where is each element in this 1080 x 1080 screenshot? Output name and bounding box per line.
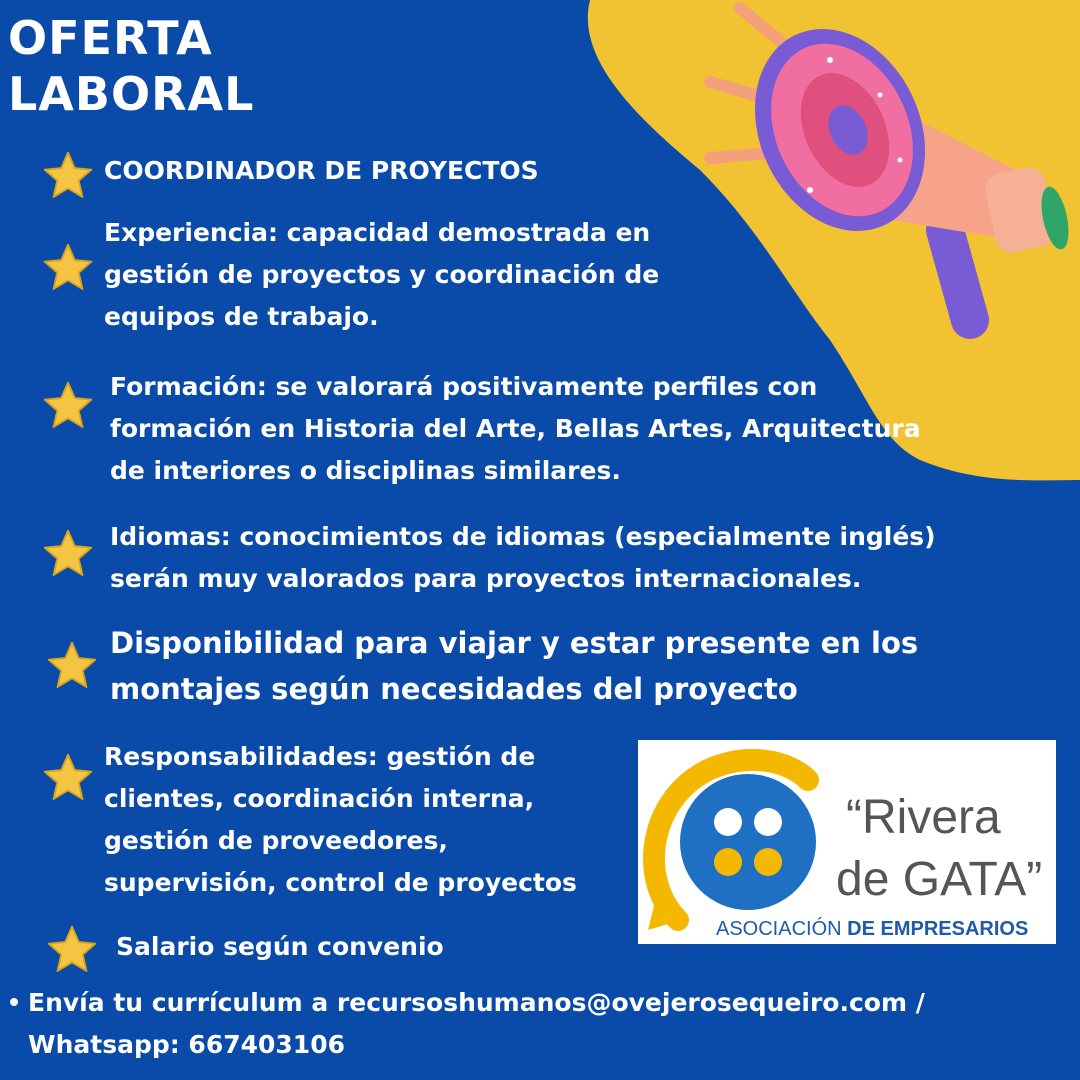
logo-mark-icon [638, 740, 838, 944]
item-line: formación en Historia del Arte, Bellas Artes, Arquitectura [110, 414, 921, 443]
star-icon [40, 240, 96, 296]
item-line: Experiencia: capacidad demostrada en [104, 218, 651, 247]
item-line: de interiores o disciplinas similares. [110, 456, 621, 485]
item-line: gestión de proyectos y coordinación de [104, 260, 660, 289]
page-title [8, 10, 254, 122]
item-line: Salario según convenio [116, 932, 444, 961]
item-line: serán muy valorados para proyectos internacionales. [110, 564, 862, 593]
title-line-1: OFERTA [8, 11, 213, 65]
megaphone-icon [690, 0, 1080, 360]
item-line: montajes según necesidades del proyecto [110, 672, 798, 706]
logo-subtitle-light: ASOCIACIÓN [716, 918, 848, 940]
logo-name-line-1: “Rivera [846, 791, 1001, 844]
logo-name-line-2: de GATA” [836, 853, 1043, 906]
item-line: supervisión, control de proyectos [104, 868, 577, 897]
star-icon [40, 526, 96, 582]
logo-subtitle [716, 918, 1028, 940]
contact-line-1: Envía tu currículum a recursoshumanos@ovejerosequeiro.com / [28, 988, 925, 1017]
item-line: COORDINADOR DE PROYECTOS [104, 156, 539, 185]
contact-footer [10, 982, 925, 1066]
item-line: Responsabilidades: gestión de [104, 742, 536, 771]
item-line: clientes, coordinación interna, [104, 784, 535, 813]
star-icon [40, 148, 96, 204]
logo-subtitle-bold: DE EMPRESARIOS [847, 918, 1029, 940]
star-icon [40, 378, 96, 434]
bullet-icon [10, 998, 18, 1006]
item-line: Formación: se valorará positivamente perfiles con [110, 372, 818, 401]
star-icon [40, 750, 96, 806]
item-line: Disponibilidad para viajar y estar presente en los [110, 626, 919, 660]
star-icon [44, 638, 100, 694]
title-line-2: LABORAL [8, 67, 255, 121]
star-icon [44, 922, 100, 978]
item-line: Idiomas: conocimientos de idiomas (especialmente inglés) [110, 522, 936, 551]
item-line: equipos de trabajo. [104, 302, 379, 331]
item-line: gestión de proveedores, [104, 826, 448, 855]
association-logo [638, 740, 1056, 944]
contact-line-2: Whatsapp: 667403106 [28, 1030, 345, 1059]
